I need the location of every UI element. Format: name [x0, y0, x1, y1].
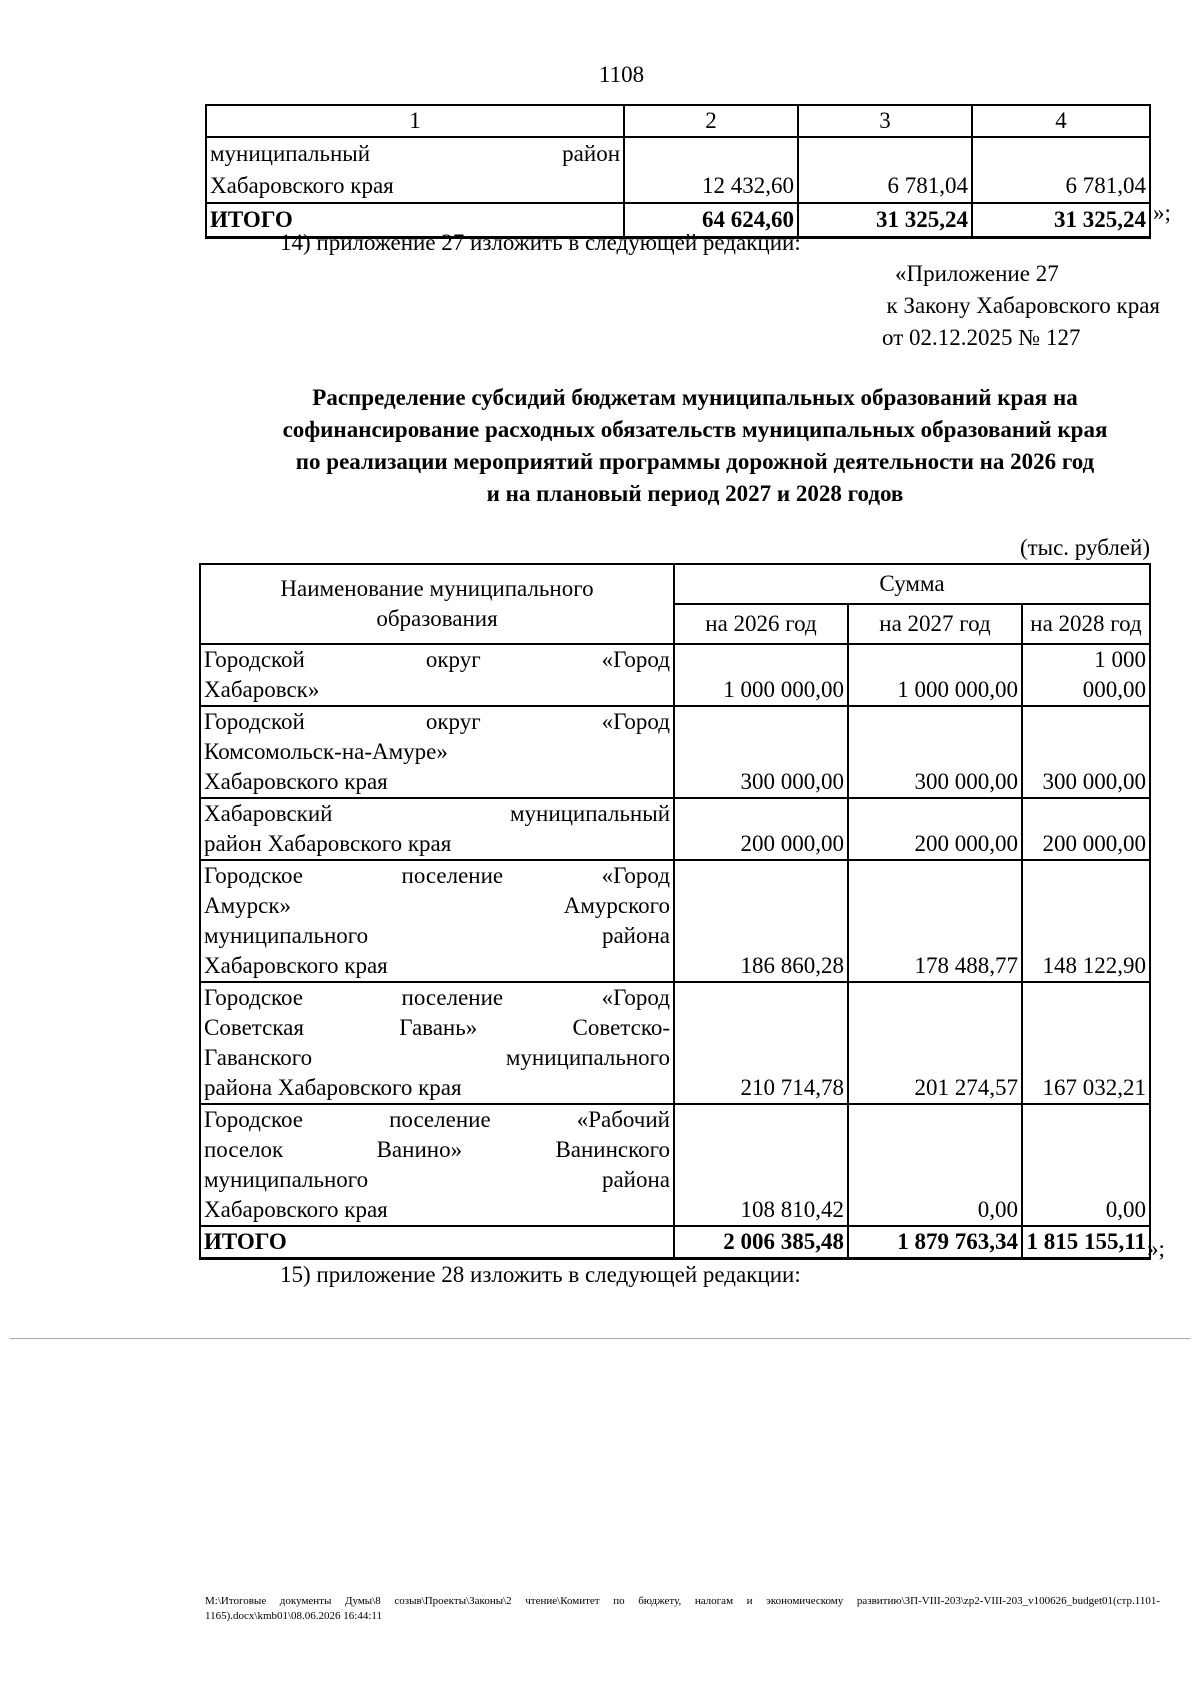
- closing-quote-mark: »;: [1147, 1236, 1165, 1261]
- name-word: Городское: [204, 863, 304, 888]
- value-cell: 6 781,04: [972, 137, 1150, 203]
- value-cell: 200 000,00: [674, 798, 848, 860]
- value-cell: 1 000 000,00: [674, 644, 848, 706]
- name-word: Гаванского: [204, 1045, 313, 1070]
- total-label: ИТОГО: [206, 203, 624, 238]
- value-cell: 200 000,00: [1022, 798, 1150, 860]
- continuation-table: [205, 104, 1151, 239]
- total-value: 1 879 763,34: [848, 1226, 1022, 1259]
- name-word: Ванино»: [376, 1137, 463, 1162]
- value-cell: 0,00: [1022, 1104, 1150, 1226]
- title-line: и на плановый период 2027 и 2028 годов: [486, 481, 904, 506]
- value-cell: 167 032,21: [1022, 982, 1150, 1104]
- total-value: 31 325,24: [972, 203, 1150, 238]
- name-line: [204, 1013, 670, 1043]
- value-cell: 148 122,90: [1022, 860, 1150, 982]
- footer-file-path: M:\Итоговые документы Думы\8 созыв\Проекты\Законы\2 чтение\Комитет по бюджету, налогам и экономическому развитию\ЗП-VIII-203\zp2-VIII-203_v100626_budget01(стр.1101-1165).docx\kmb01\08.06.2026 16:44:11: [205, 1595, 1160, 1622]
- name-word: Ванинского: [555, 1137, 670, 1162]
- column-header: 3: [798, 105, 972, 137]
- name-line: [204, 767, 670, 797]
- name-word: «Рабочий: [576, 1107, 670, 1132]
- municipality-name-cell: [200, 798, 674, 860]
- value-cell: 1 000 000,00: [848, 644, 1022, 706]
- total-value: 31 325,24: [798, 203, 972, 238]
- name-word: «Город: [601, 863, 670, 888]
- year-header: на 2027 год: [848, 604, 1022, 644]
- total-label: ИТОГО: [200, 1226, 674, 1259]
- name-word: Советско-: [572, 1015, 670, 1040]
- name-word: поселение: [401, 863, 504, 888]
- name-word: муниципальный: [509, 801, 670, 826]
- name-word: округ: [425, 647, 481, 672]
- total-value: 64 624,60: [624, 203, 798, 238]
- name-word: Городское: [204, 985, 304, 1010]
- name-line: [204, 675, 670, 705]
- name-word: район: [562, 141, 620, 166]
- title-line: по реализации мероприятий программы дорожной деятельности на 2026 год: [295, 449, 1095, 474]
- name-line: [204, 799, 670, 829]
- name-word: муниципального: [204, 923, 369, 948]
- year-header: на 2026 год: [674, 604, 848, 644]
- value-cell: 1 000 000,00: [1022, 644, 1150, 706]
- appendix-line: к Закону Хабаровского края: [886, 293, 1160, 318]
- name-column-header: Наименование муниципального образования: [200, 564, 674, 644]
- name-line: [204, 1135, 670, 1165]
- name-word: Советская: [204, 1015, 304, 1040]
- name-word: округ: [425, 709, 481, 734]
- value-cell: 300 000,00: [674, 706, 848, 798]
- column-header: 2: [624, 105, 798, 137]
- sum-header: Сумма: [674, 564, 1150, 604]
- page-separator: [10, 1338, 1190, 1339]
- document-title: [195, 382, 1195, 510]
- name-line: Хабаровского края: [210, 173, 394, 198]
- name-word: муниципального: [204, 1167, 369, 1192]
- value-cell: 186 860,28: [674, 860, 848, 982]
- value-cell: 201 274,57: [848, 982, 1022, 1104]
- name-word: район Хабаровского края: [204, 831, 452, 856]
- table-row: [200, 706, 1150, 798]
- column-header: 1: [206, 105, 624, 137]
- total-value: 1 815 155,11: [1022, 1226, 1150, 1259]
- name-word: «Город: [601, 647, 670, 672]
- name-line: [204, 1195, 670, 1225]
- municipality-name-cell: [206, 137, 624, 203]
- name-word: Хабаровский: [204, 801, 333, 826]
- total-value: 2 006 385,48: [674, 1226, 848, 1259]
- title-line: Распределение субсидий бюджетам муниципальных образований края на: [312, 385, 1078, 410]
- column-header: 4: [972, 105, 1150, 137]
- amendment-paragraph: 15) приложение 28 изложить в следующей редакции:: [280, 1262, 801, 1287]
- table-header-row: [200, 564, 1150, 604]
- name-word: Хабаровск»: [204, 677, 320, 702]
- name-line: [204, 921, 670, 951]
- name-word: Комсомольск-на-Амуре»: [204, 739, 448, 764]
- name-word: района Хабаровского края: [204, 1075, 462, 1100]
- value-cell: 108 810,42: [674, 1104, 848, 1226]
- name-word: поселение: [401, 985, 504, 1010]
- name-line: [204, 1043, 670, 1073]
- name-word: района: [601, 1167, 670, 1192]
- units-label: (тыс. рублей): [1019, 535, 1150, 560]
- appendix-line: «Приложение 27: [895, 261, 1059, 286]
- municipality-name-cell: [200, 706, 674, 798]
- name-word: поселение: [389, 1107, 491, 1132]
- closing-quote-mark: »;: [1153, 200, 1171, 225]
- municipality-name-cell: [200, 860, 674, 982]
- name-line: [204, 1105, 670, 1135]
- title-line: софинансирование расходных обязательств муниципальных образований края: [282, 417, 1108, 442]
- name-line: [204, 951, 670, 981]
- name-word: поселок: [204, 1137, 284, 1162]
- name-word: Гавань»: [399, 1015, 478, 1040]
- name-line: [204, 707, 670, 737]
- name-line: [204, 645, 670, 675]
- name-word: Хабаровского края: [204, 1197, 388, 1222]
- name-word: Городской: [204, 647, 305, 672]
- name-word: «Город: [601, 709, 670, 734]
- name-word: «Город: [601, 985, 670, 1010]
- municipality-name-cell: [200, 644, 674, 706]
- value-cell: 300 000,00: [848, 706, 1022, 798]
- appendix-reference: [800, 258, 1160, 354]
- table-row: [200, 644, 1150, 706]
- name-line: [204, 983, 670, 1013]
- amendment-paragraph: 14) приложение 27 изложить в следующей редакции:: [280, 230, 801, 255]
- municipality-name-cell: [200, 982, 674, 1104]
- value-cell: 6 781,04: [798, 137, 972, 203]
- name-line: [204, 737, 670, 767]
- name-word: Городской: [204, 709, 305, 734]
- name-line: [204, 1165, 670, 1195]
- page-number: 1108: [598, 62, 645, 87]
- name-word: Амурского: [563, 893, 670, 918]
- value-cell: 0,00: [848, 1104, 1022, 1226]
- name-line: [204, 891, 670, 921]
- name-line: [204, 861, 670, 891]
- name-word: муниципального: [505, 1045, 670, 1070]
- total-row: [200, 1226, 1150, 1259]
- name-line: [204, 829, 670, 859]
- table-row: [200, 798, 1150, 860]
- name-word: Хабаровского края: [204, 769, 388, 794]
- table-row: [206, 137, 1150, 203]
- name-word: района: [601, 923, 670, 948]
- value-cell: 12 432,60: [624, 137, 798, 203]
- table-row: [200, 860, 1150, 982]
- value-cell: 300 000,00: [1022, 706, 1150, 798]
- value-cell: 210 714,78: [674, 982, 848, 1104]
- subsidy-distribution-table: [199, 563, 1151, 1260]
- value-cell: 178 488,77: [848, 860, 1022, 982]
- appendix-line: от 02.12.2025 № 127: [882, 325, 1081, 350]
- name-word: муниципальный: [210, 141, 371, 166]
- table-row: [200, 1104, 1150, 1226]
- table-row: [200, 982, 1150, 1104]
- year-header: на 2028 год: [1022, 604, 1150, 644]
- name-word: Хабаровского края: [204, 953, 388, 978]
- name-line: [204, 1073, 670, 1103]
- value-cell: 200 000,00: [848, 798, 1022, 860]
- name-word: Амурск»: [204, 893, 292, 918]
- municipality-name-cell: [200, 1104, 674, 1226]
- table-header-row: [206, 105, 1150, 137]
- name-word: Городское: [204, 1107, 304, 1132]
